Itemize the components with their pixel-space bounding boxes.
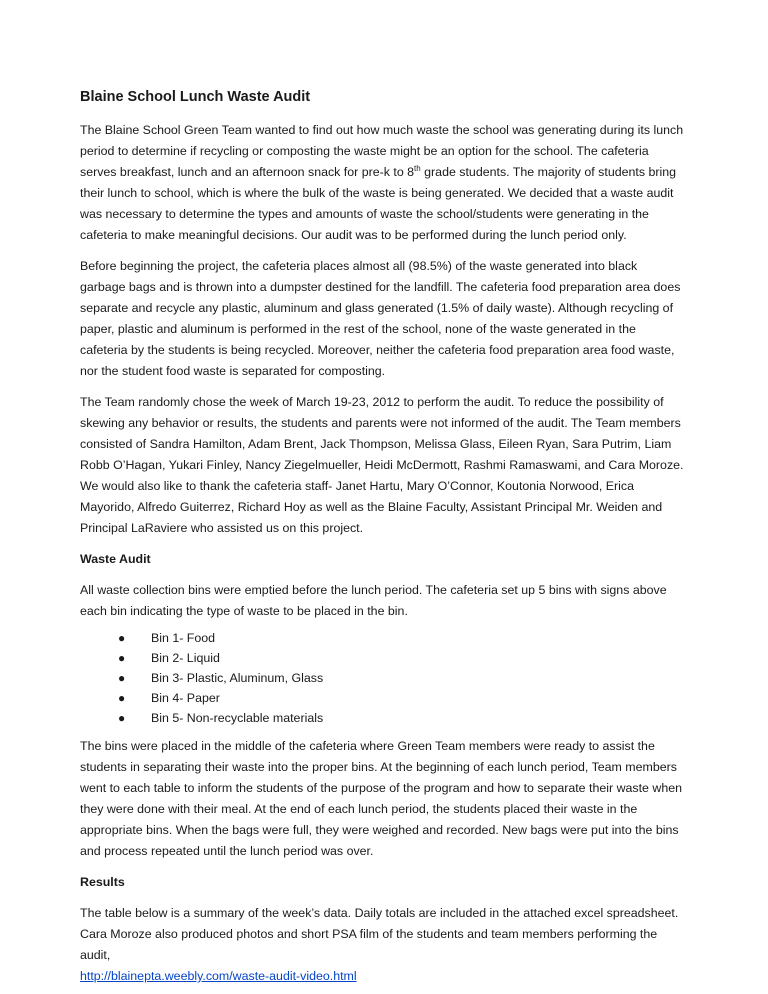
bullet-icon: ● xyxy=(118,651,126,665)
intro-text-part-1: The Blaine School Green Team wanted to find out how much waste the school was generating during its lunch period to determine if recycling or composting the waste might be an option for the school. The cafeteria serves breakfast, lunch and an afternoon snack for pre-k to 8 xyxy=(80,123,684,179)
results-text: The table below is a summary of the week’s data. Daily totals are included in the attached excel spreadsheet. Cara Moroze also produced photos and short PSA film of the students and team members performing the audit, xyxy=(80,906,679,962)
bullet-icon: ● xyxy=(118,691,126,705)
bin-label: Bin 5- Non-recyclable materials xyxy=(151,711,324,725)
bin-list-item xyxy=(118,688,684,708)
video-link[interactable]: http://blainepta.weebly.com/waste-audit-video.html xyxy=(80,969,357,983)
waste-audit-intro: All waste collection bins were emptied before the lunch period. The cafeteria set up 5 bins with signs above each bin indicating the type of waste to be placed in the bin. xyxy=(80,583,667,618)
document-title: Blaine School Lunch Waste Audit xyxy=(80,89,311,105)
bin-list-item xyxy=(118,628,684,648)
results-paragraph xyxy=(80,903,684,987)
bin-list-item xyxy=(118,648,684,668)
bin-label: Bin 2- Liquid xyxy=(151,651,220,665)
bullet-icon: ● xyxy=(118,631,126,645)
intro-paragraph xyxy=(80,120,684,246)
ordinal-superscript: th xyxy=(414,163,421,173)
waste-audit-process: The bins were placed in the middle of the cafeteria where Green Team members were ready to assist the students in separating their waste into the proper bins. At the beginning of each lunch period, Team members went to each table to inform the students of the purpose of the program and how to separate their waste when they were done with their meal. At the end of each lunch period, the students placed their waste in the appropriate bins. When the bags were full, they were weighed and recorded. New bags were put into the bins and process repeated until the lunch period was over. xyxy=(80,739,682,858)
bin-list xyxy=(80,628,684,728)
waste-audit-heading: Waste Audit xyxy=(80,552,151,566)
results-heading: Results xyxy=(80,875,125,889)
bullet-icon: ● xyxy=(118,711,126,725)
background-paragraph: Before beginning the project, the cafeteria places almost all (98.5%) of the waste generated into black garbage bags and is thrown into a dumpster destined for the landfill. The cafeteria food preparation area does separate and recycle any plastic, aluminum and glass generated (1.5% of daily waste). Although recycling of paper, plastic and aluminum is performed in the rest of the school, none of the waste generated in the cafeteria by the students is being recycled. Moreover, neither the cafeteria food preparation area food waste, nor the student food waste is separated for composting. xyxy=(80,259,681,378)
intro-text-part-2: grade students. The majority of students bring their lunch to school, which is where the bulk of the waste is being generated. We decided that a waste audit was necessary to determine the types and amounts of waste the school/students were generating in the cafeteria to make meaningful decisions. Our audit was to be performed during the lunch period only. xyxy=(80,165,677,242)
bin-label: Bin 3- Plastic, Aluminum, Glass xyxy=(151,671,324,685)
bin-label: Bin 4- Paper xyxy=(151,691,220,705)
bin-list-item xyxy=(118,668,684,688)
team-paragraph: The Team randomly chose the week of March 19-23, 2012 to perform the audit. To reduce the possibility of skewing any behavior or results, the students and parents were not informed of the audit. The Team members consisted of Sandra Hamilton, Adam Brent, Jack Thompson, Melissa Glass, Eileen Ryan, Sara Putrim, Liam Robb O’Hagan, Yukari Finley, Nancy Ziegelmueller, Heidi McDermott, Rashmi Ramaswami, and Cara Moroze. We would also like to thank the cafeteria staff- Janet Hartu, Mary O’Connor, Koutonia Norwood, Erica Mayorido, Alfredo Guiterrez, Richard Hoy as well as the Blaine Faculty, Assistant Principal Mr. Weiden and Principal LaRaviere who assisted us on this project. xyxy=(80,395,684,535)
bin-list-item xyxy=(118,708,684,728)
bin-label: Bin 1- Food xyxy=(151,631,216,645)
bullet-icon: ● xyxy=(118,671,126,685)
